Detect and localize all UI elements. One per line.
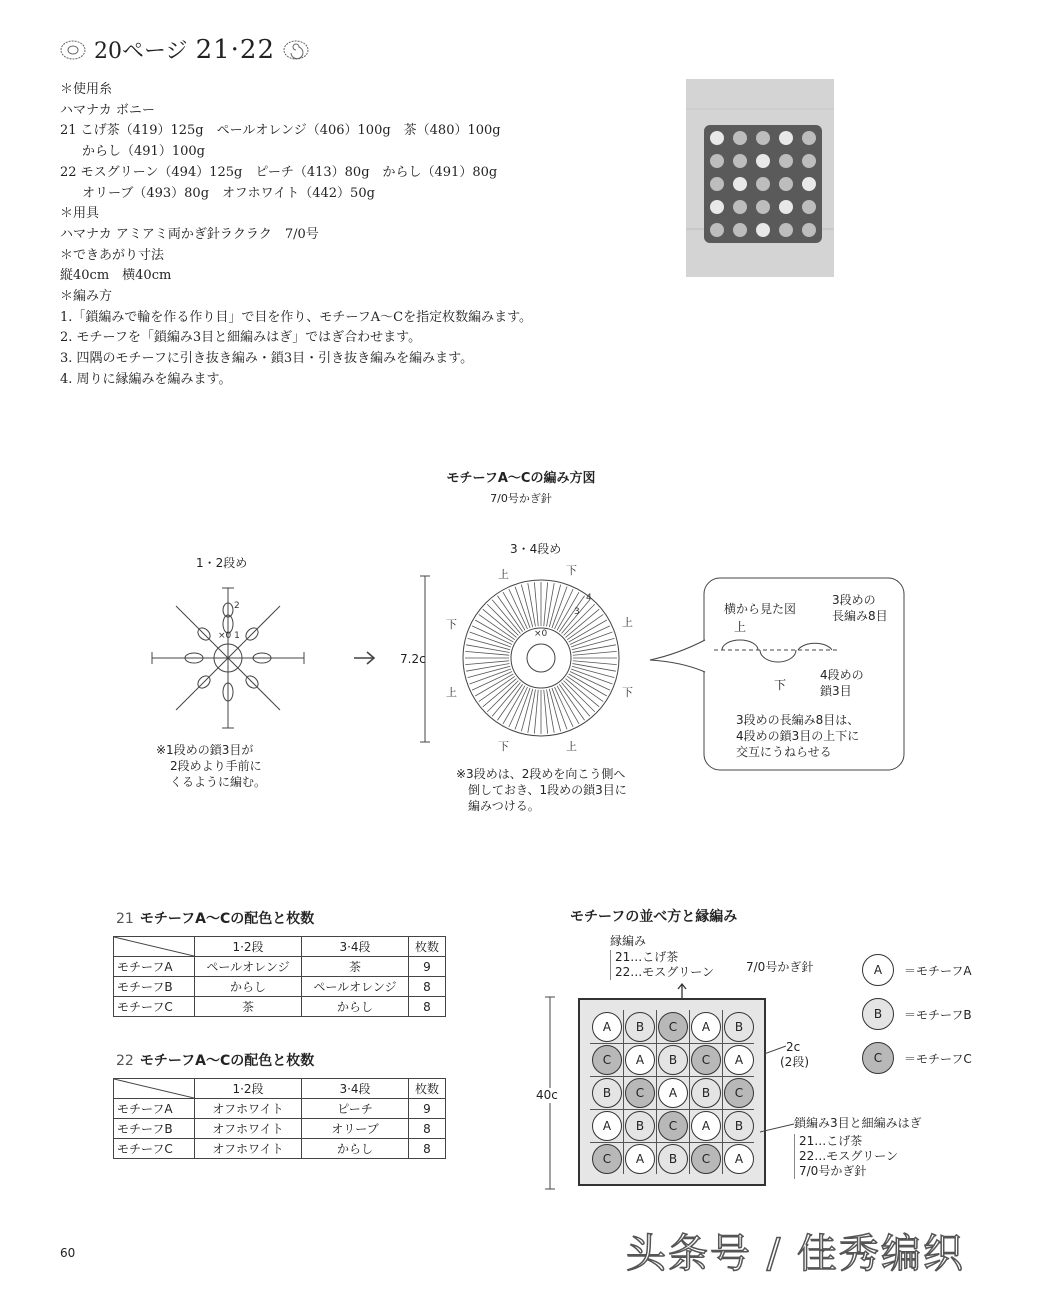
- photo-motif: [733, 200, 747, 214]
- edge-21: 21…こげ茶: [615, 950, 679, 964]
- round-4-line: 鎖3目: [820, 684, 852, 698]
- legend-item: [862, 998, 972, 1030]
- table-row: [114, 1139, 446, 1159]
- table-cell: からし: [302, 997, 409, 1017]
- photo-motif: [710, 154, 724, 168]
- bubble-note-line: 4段めの鎖3目の上下に: [736, 729, 860, 743]
- table-row: [114, 997, 446, 1017]
- border-pointer: [764, 1042, 788, 1056]
- yarn-22-line: 22 モスグリーン（494）125g ピーチ（413）80g からし（491）80g: [60, 164, 498, 180]
- note-rounds-12: [156, 742, 266, 790]
- stitch-line: [475, 674, 513, 696]
- photo-motif: [779, 177, 793, 191]
- motif-cell: A: [592, 1012, 622, 1042]
- table-header-blank: [114, 1079, 195, 1099]
- stitch-line: [573, 664, 616, 672]
- photo-motif: [779, 200, 793, 214]
- edge-label: 縁編み: [610, 934, 647, 948]
- photo-motif: [802, 154, 816, 168]
- round-3-line: 3段めの: [832, 593, 876, 607]
- table-cell: ペールオレンジ: [302, 977, 409, 997]
- stitch-line: [557, 686, 579, 724]
- legend-label: ＝モチーフB: [904, 1007, 972, 1022]
- table-header: 3·4段: [302, 937, 409, 957]
- motif-cell: B: [724, 1012, 754, 1042]
- motif-cell: C: [592, 1144, 622, 1174]
- round-4-label: [820, 667, 864, 699]
- note-1-line: ※1段めの鎖3目が: [156, 743, 254, 757]
- motif-cell: C: [724, 1078, 754, 1108]
- grid-line: [623, 1010, 624, 1174]
- photo-motif: [756, 223, 770, 237]
- motif-cell: C: [658, 1111, 688, 1141]
- bubble-note-line: 交互にうねらせる: [736, 745, 832, 759]
- tools: ハマナカ アミアミ両かぎ針ラクラク 7/0号: [60, 226, 319, 242]
- edge-22: 22…モスグリーン: [615, 965, 715, 979]
- photo-motif: [733, 154, 747, 168]
- edge-hook: 7/0号かぎ針: [746, 960, 814, 974]
- legend-label: ＝モチーフC: [904, 1051, 972, 1066]
- stitch-line: [534, 582, 538, 626]
- note-rounds-34: [456, 766, 627, 814]
- legend-item: [862, 954, 972, 986]
- table-header: 枚数: [409, 937, 446, 957]
- svg-text:3: 3: [574, 607, 580, 617]
- stitch-line: [528, 690, 536, 733]
- table-row: [114, 957, 446, 977]
- photo-motif: [733, 131, 747, 145]
- svg-text:×0: ×0: [534, 629, 548, 639]
- edge-yarns: [610, 950, 714, 980]
- photo-motif: [802, 177, 816, 191]
- table-cell: 9: [409, 957, 446, 977]
- motif-cell: C: [625, 1078, 655, 1108]
- motif-cell: A: [691, 1111, 721, 1141]
- stitch-line: [547, 583, 555, 626]
- table-cell: 8: [409, 1119, 446, 1139]
- motif-cell: A: [724, 1144, 754, 1174]
- photo-motif: [710, 131, 724, 145]
- stitch-line: [487, 681, 518, 712]
- photo-motif: [710, 223, 724, 237]
- yarn-brand: ハマナカ ボニー: [60, 102, 155, 118]
- stitch-line: [497, 596, 522, 632]
- step-2: 2. モチーフを「鎖編み3目と細編みはぎ」ではぎ合わせます。: [60, 330, 422, 346]
- photo-motif: [756, 131, 770, 145]
- table-cell: 9: [409, 1099, 446, 1119]
- join-yarns: [794, 1134, 922, 1179]
- stitch-line: [559, 596, 584, 632]
- table-cell: からし: [302, 1139, 409, 1159]
- stitch-line: [564, 681, 595, 712]
- table-cell: モチーフC: [114, 1139, 195, 1159]
- yarn-22-line-2: オリーブ（493）80g オフホワイト（442）50g: [82, 185, 375, 201]
- diagonal-line: [114, 937, 194, 956]
- motif-cell: B: [691, 1078, 721, 1108]
- stitch-line: [569, 674, 607, 696]
- color-table-22: [113, 1078, 446, 1159]
- photo-motif: [779, 131, 793, 145]
- svg-text:4: 4: [586, 593, 592, 603]
- table-21-title-text: モチーフA〜Cの配色と枚数: [139, 911, 315, 927]
- motif-diagram-rounds-34: [446, 562, 636, 754]
- table-cell: モチーフA: [114, 1099, 195, 1119]
- edge-info: [610, 934, 714, 980]
- page-title: [60, 34, 309, 65]
- motif-cell: A: [691, 1012, 721, 1042]
- photo-motif: [756, 154, 770, 168]
- motif-diagram-rounds-12: [148, 578, 308, 738]
- motif-cell: A: [625, 1045, 655, 1075]
- table-cell: オフホワイト: [195, 1119, 302, 1139]
- table-header: 1·2段: [195, 1079, 302, 1099]
- step-4: 4. 周りに縁編みを編みます。: [60, 371, 232, 387]
- yarn-21-line-2: からし（491）100g: [82, 144, 205, 160]
- motif-cell: B: [658, 1144, 688, 1174]
- stitch-line: [559, 684, 584, 720]
- photo-motif: [710, 200, 724, 214]
- table-22-number: 22: [116, 1053, 134, 1069]
- side-view-label: 横から見た図: [724, 602, 797, 616]
- motif-cell: B: [625, 1111, 655, 1141]
- stitch-line: [573, 645, 616, 653]
- table-header: 1·2段: [195, 937, 302, 957]
- up-label: 上: [498, 568, 509, 581]
- rounds-12-label: 1・2段め: [196, 556, 248, 570]
- table-21-title: [116, 908, 314, 928]
- side-up-label: 上: [734, 620, 747, 634]
- yarn-heading: ＊使用糸: [60, 82, 113, 97]
- stitch-line: [466, 645, 509, 653]
- motif-cell: A: [625, 1144, 655, 1174]
- dimension-label: 7.2c: [400, 652, 426, 666]
- table-cell: ペールオレンジ: [195, 957, 302, 977]
- stitch-line: [569, 620, 607, 642]
- stitch-line: [573, 651, 617, 655]
- stitch-line: [544, 690, 548, 734]
- method-heading: ＊編み方: [60, 289, 113, 305]
- table-cell: 8: [409, 977, 446, 997]
- note-1-line: 2段めより手前に: [170, 759, 262, 773]
- table-cell: モチーフB: [114, 977, 195, 997]
- arrow-right-icon: [352, 650, 378, 666]
- table-header: 枚数: [409, 1079, 446, 1099]
- border-rows-label: (2段): [780, 1055, 809, 1069]
- legend: [862, 954, 972, 1074]
- grid-line: [590, 1043, 754, 1044]
- stitch-line: [466, 664, 509, 672]
- table-cell: 茶: [195, 997, 302, 1017]
- up-label: 上: [622, 616, 633, 629]
- grid-line: [656, 1010, 657, 1174]
- stitch-line: [465, 661, 509, 665]
- note-2-line: 編みつける。: [468, 799, 540, 813]
- table-cell: 8: [409, 1139, 446, 1159]
- stitch-line: [547, 690, 555, 733]
- stitch-line: [475, 620, 513, 642]
- pattern-numbers: 21·22: [195, 34, 275, 65]
- photo-motif: [802, 200, 816, 214]
- table-cell: オフホワイト: [195, 1099, 302, 1119]
- table-cell: モチーフC: [114, 997, 195, 1017]
- motif-cell: B: [592, 1078, 622, 1108]
- table-cell: 茶: [302, 957, 409, 977]
- motif-cell: C: [658, 1012, 688, 1042]
- spiral-icon: [60, 39, 86, 61]
- spiral-icon: [283, 39, 309, 61]
- photo-motif: [733, 177, 747, 191]
- table-cell: からし: [195, 977, 302, 997]
- tools-heading: ＊用具: [60, 206, 100, 222]
- table-cell: モチーフB: [114, 1119, 195, 1139]
- up-label: 上: [566, 740, 577, 753]
- stitch-line: [479, 614, 515, 639]
- table-row: [114, 1119, 446, 1139]
- table-cell: オフホワイト: [195, 1139, 302, 1159]
- photo-motif: [779, 154, 793, 168]
- motif-cell: C: [691, 1045, 721, 1075]
- table-22-title: [116, 1050, 314, 1070]
- table-cell: オリーブ: [302, 1119, 409, 1139]
- watermark: 头条号 / 佳秀编织: [626, 1231, 965, 1277]
- layout-title: モチーフの並べ方と縁編み: [570, 909, 738, 925]
- grid-line: [590, 1142, 754, 1143]
- diagram-title: モチーフA〜Cの編み方図: [446, 471, 596, 486]
- round-4-line: 4段めの: [820, 668, 864, 682]
- legend-swatch: C: [862, 1042, 894, 1074]
- motif-grid: [578, 998, 766, 1186]
- stitch-line: [573, 661, 617, 665]
- stitch-line: [544, 582, 548, 626]
- join-22: 22…モスグリーン: [799, 1149, 899, 1163]
- legend-label: ＝モチーフA: [904, 963, 972, 978]
- bubble-note-line: 3段めの長編み8目は、: [736, 713, 860, 727]
- stitch-line: [528, 583, 536, 626]
- motif-cell: B: [625, 1012, 655, 1042]
- size: 縦40cm 横40cm: [60, 268, 172, 284]
- grid-line: [590, 1076, 754, 1077]
- join-pointer: [760, 1120, 796, 1136]
- motif-cell: B: [724, 1111, 754, 1141]
- step-3: 3. 四隅のモチーフに引き抜き編み・鎖3目・引き抜き編みを編みます。: [60, 351, 474, 367]
- photo-image: [686, 79, 834, 277]
- page-ref: 20ページ: [94, 39, 188, 64]
- photo-motif: [710, 177, 724, 191]
- stitch-line: [567, 676, 603, 701]
- note-1-line: くるように編む。: [170, 775, 267, 789]
- table-header: 3·4段: [302, 1079, 409, 1099]
- photo-motif: [756, 200, 770, 214]
- legend-swatch: B: [862, 998, 894, 1030]
- note-2-line: 倒しておき、1段めの鎖3目に: [468, 783, 627, 797]
- diagram-hook: 7/0号かぎ針: [490, 492, 552, 505]
- motif-cell: A: [724, 1045, 754, 1075]
- step-1: 1.「鎖編みで輪を作る作り目」で目を作り、モチーフA〜Cを指定枚数編みます。: [60, 309, 533, 325]
- legend-item: [862, 1042, 972, 1074]
- up-label: 上: [446, 686, 457, 699]
- round-3-line: 長編み8目: [832, 609, 888, 623]
- table-header-blank: [114, 937, 195, 957]
- grid-line: [689, 1010, 690, 1174]
- photo-motif: [802, 223, 816, 237]
- stitch-line: [503, 592, 525, 630]
- stitch-line: [497, 684, 522, 720]
- stitch-line: [534, 690, 538, 734]
- grid-dimension-label: 40c: [536, 1088, 558, 1102]
- finished-photo: [686, 79, 834, 277]
- join-info: [794, 1116, 922, 1179]
- down-label: 下: [566, 564, 577, 577]
- photo-motif: [802, 131, 816, 145]
- svg-text:2: 2: [234, 601, 240, 611]
- motif-cell: B: [658, 1045, 688, 1075]
- table-row: [114, 977, 446, 997]
- side-view-note: [736, 712, 859, 760]
- table-row: [114, 1099, 446, 1119]
- motif-cell: C: [691, 1144, 721, 1174]
- stitch-line: [487, 604, 518, 635]
- motif-cell: A: [592, 1111, 622, 1141]
- photo-motif: [733, 223, 747, 237]
- down-label: 下: [622, 686, 633, 699]
- table-cell: モチーフA: [114, 957, 195, 977]
- down-label: 下: [498, 740, 509, 753]
- table-cell: ピーチ: [302, 1099, 409, 1119]
- photo-motif: [779, 223, 793, 237]
- round-3-label: [832, 592, 888, 624]
- stitch-line: [465, 651, 509, 655]
- page-number: 60: [60, 1246, 76, 1260]
- photo-motif: [756, 177, 770, 191]
- join-title: 鎖編み3目と細編みはぎ: [794, 1116, 922, 1130]
- motif-cell: A: [658, 1078, 688, 1108]
- side-down-label: 下: [774, 678, 787, 692]
- grid-line: [590, 1109, 754, 1110]
- rounds-34-label: 3・4段め: [510, 542, 562, 556]
- table-cell: 8: [409, 997, 446, 1017]
- join-21: 21…こげ茶: [799, 1134, 863, 1148]
- border-width: [780, 1040, 809, 1070]
- stitch-line: [567, 614, 603, 639]
- grid-line: [722, 1010, 723, 1174]
- down-label: 下: [446, 618, 457, 631]
- join-hook: 7/0号かぎ針: [799, 1164, 867, 1178]
- diagonal-line: [114, 1079, 194, 1098]
- table-22-title-text: モチーフA〜Cの配色と枚数: [139, 1053, 315, 1069]
- motif-cell: C: [592, 1045, 622, 1075]
- yarn-21-line: 21 こげ茶（419）125g ペールオレンジ（406）100g 茶（480）100g: [60, 123, 501, 139]
- svg-text:×0 1: ×0 1: [218, 631, 240, 641]
- note-2-line: ※3段めは、2段めを向こう側へ: [456, 767, 626, 781]
- color-table-21: [113, 936, 446, 1017]
- border-width-label: 2c: [786, 1040, 801, 1054]
- table-21-number: 21: [116, 911, 134, 927]
- materials-section: [60, 80, 532, 391]
- size-heading: ＊できあがり寸法: [60, 247, 165, 263]
- legend-swatch: A: [862, 954, 894, 986]
- stitch-line: [503, 686, 525, 724]
- stitch-line: [479, 676, 515, 701]
